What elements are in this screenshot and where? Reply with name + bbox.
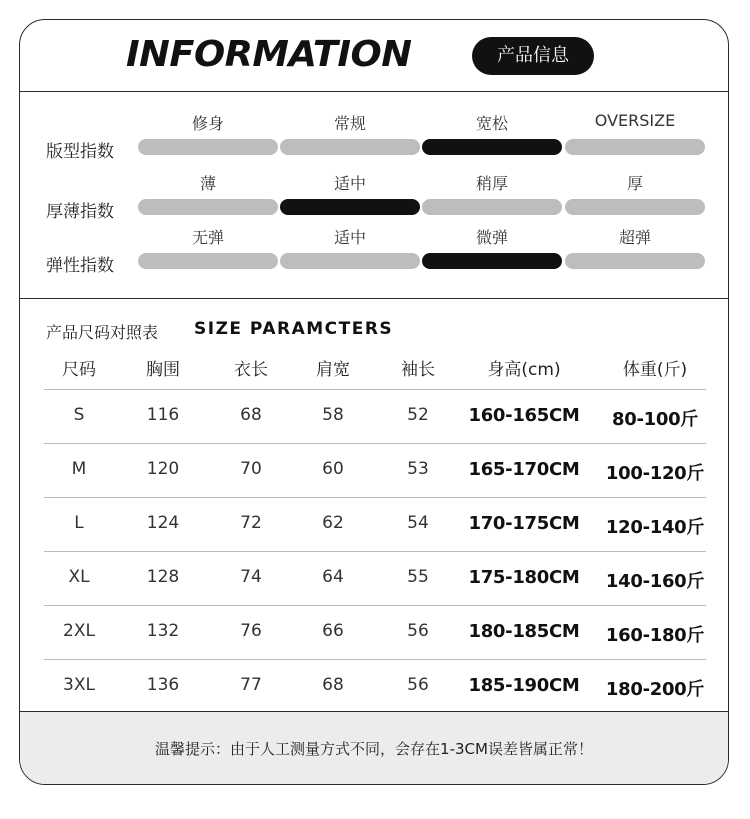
header [20, 20, 728, 92]
index-option: OVERSIZE [594, 111, 676, 130]
index-bar [422, 253, 562, 269]
table-row [44, 389, 706, 444]
measurement-note: 温馨提示：由于人工测量方式不同，会存在1-3CM误差皆属正常！ [155, 740, 593, 758]
shoulder-cell: 60 [322, 459, 344, 479]
sleeve-cell: 52 [407, 405, 429, 425]
chest-cell: 128 [146, 567, 180, 587]
column-header: 衣长 [234, 360, 268, 380]
column-header: 肩宽 [316, 360, 350, 380]
length-cell: 68 [240, 405, 262, 425]
index-option: 宽松 [475, 114, 508, 133]
size-cell: M [71, 459, 87, 479]
index-option: 无弹 [191, 228, 224, 247]
chest-cell: 120 [146, 459, 180, 479]
index-option: 厚 [626, 174, 643, 193]
shoulder-cell: 62 [322, 513, 344, 533]
index-option: 适中 [333, 228, 366, 247]
index-bar [138, 253, 278, 269]
index-bar [565, 139, 705, 155]
size-cell: L [74, 513, 84, 533]
index-bar [565, 199, 705, 215]
index-bar [280, 139, 420, 155]
index-option: 修身 [191, 114, 224, 133]
weight-cell: 160-180斤 [605, 625, 705, 646]
column-header: 身高(cm) [487, 360, 561, 380]
info-card [19, 19, 729, 785]
height-cell: 175-180CM [468, 567, 580, 588]
size-cell: 3XL [63, 675, 95, 695]
table-row [44, 605, 706, 660]
column-header: 体重(斤) [622, 360, 688, 380]
shoulder-cell: 66 [322, 621, 344, 641]
column-header: 袖长 [401, 360, 435, 380]
sleeve-cell: 55 [407, 567, 429, 587]
size-cell: 2XL [63, 621, 95, 641]
height-cell: 165-170CM [468, 459, 580, 480]
index-option: 超弹 [618, 228, 651, 247]
index-bar [280, 199, 420, 215]
index-bar [138, 199, 278, 215]
index-option: 微弹 [475, 228, 508, 247]
table-row [44, 551, 706, 606]
index-bar [565, 253, 705, 269]
height-cell: 160-165CM [468, 405, 580, 426]
length-cell: 76 [240, 621, 262, 641]
length-cell: 72 [240, 513, 262, 533]
column-header: 胸围 [146, 360, 180, 380]
index-option: 常规 [333, 114, 366, 133]
weight-cell: 100-120斤 [605, 463, 705, 484]
sleeve-cell: 54 [407, 513, 429, 533]
weight-cell: 140-160斤 [605, 571, 705, 592]
index-option: 薄 [199, 174, 216, 193]
index-label-fit: 版型指数 [46, 142, 114, 162]
height-cell: 170-175CM [468, 513, 580, 534]
index-bar [138, 139, 278, 155]
index-section [20, 91, 728, 299]
size-cell: XL [68, 567, 90, 587]
chest-cell: 136 [146, 675, 180, 695]
height-cell: 185-190CM [468, 675, 580, 696]
size-cell: S [73, 405, 85, 425]
weight-cell: 180-200斤 [605, 679, 705, 700]
weight-cell: 80-100斤 [612, 409, 698, 430]
index-option: 稍厚 [475, 174, 508, 193]
table-row [44, 659, 706, 714]
sleeve-cell: 56 [407, 621, 429, 641]
index-bar [422, 139, 562, 155]
page-title: INFORMATION [126, 34, 412, 75]
size-section [20, 298, 728, 712]
chest-cell: 132 [146, 621, 180, 641]
column-header: 尺码 [62, 360, 96, 380]
size-title-cn: 产品尺码对照表 [46, 323, 159, 342]
shoulder-cell: 58 [322, 405, 344, 425]
footer [20, 711, 728, 785]
chest-cell: 124 [146, 513, 180, 533]
length-cell: 74 [240, 567, 262, 587]
height-cell: 180-185CM [468, 621, 580, 642]
title-badge: 产品信息 [472, 37, 594, 75]
index-bar [280, 253, 420, 269]
table-row [44, 497, 706, 552]
sleeve-cell: 53 [407, 459, 429, 479]
length-cell: 77 [240, 675, 262, 695]
weight-cell: 120-140斤 [605, 517, 705, 538]
size-title-en: SIZE PARAMCTERS [194, 319, 394, 339]
length-cell: 70 [240, 459, 262, 479]
sleeve-cell: 56 [407, 675, 429, 695]
index-label-thickness: 厚薄指数 [46, 202, 114, 222]
index-bar [422, 199, 562, 215]
chest-cell: 116 [146, 405, 180, 425]
shoulder-cell: 68 [322, 675, 344, 695]
index-label-elasticity: 弹性指数 [46, 256, 114, 276]
index-option: 适中 [333, 174, 366, 193]
table-row [44, 443, 706, 498]
shoulder-cell: 64 [322, 567, 344, 587]
